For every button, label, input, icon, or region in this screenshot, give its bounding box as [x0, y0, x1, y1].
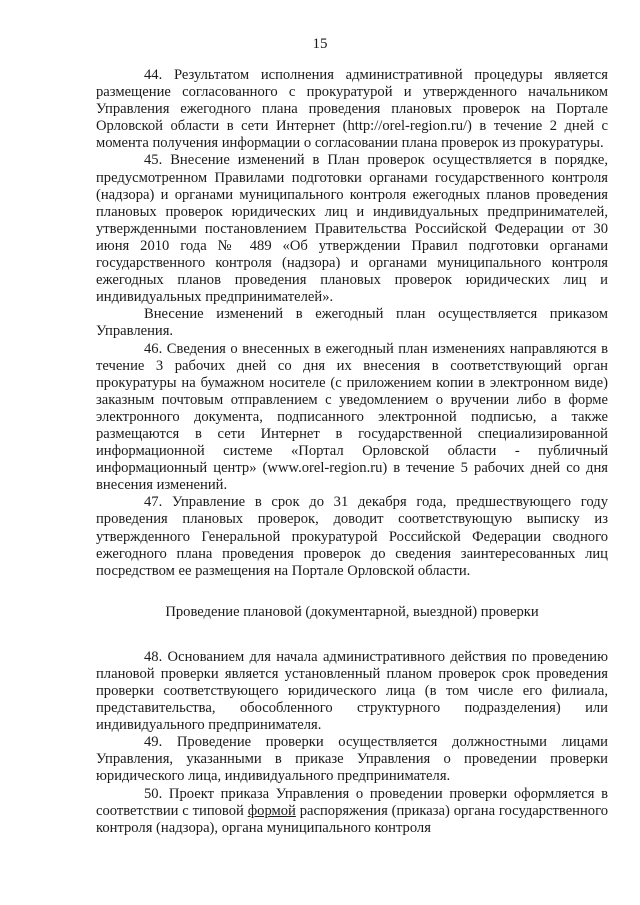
section-heading: Проведение плановой (документарной, выездной) проверки: [165, 603, 539, 620]
paragraph-45: 45. Внесение изменений в План проверок осуществляется в порядке, предусмотренном Правилами подготовки органами государственного контроля (надзора) и органами муниципального контроля ежегодных планов проведения плановых проверок юридических лиц и индивидуальных предпринимателей, утвержденными постановлением Правительства Российской Федерации от 30 июня 2010 года № 489 «Об утверждении Правил подготовки органами государственного контроля (надзора) и органами муниципального контроля ежегодных планов проведения плановых проверок юридических лиц и индивидуальных предпринимателей».: [96, 152, 608, 306]
paragraph-47: 47. Управление в срок до 31 декабря года, предшествующего году проведения плановых проверок, доводит соответствующую выписку из утвержденного Генеральной прокуратурой Российской Федерации сводного ежегодного плана проведения проверок до сведения заинтересованных лиц посредством ее размещения на Портале Орловской области.: [96, 494, 608, 579]
paragraph-49: 49. Проведение проверки осуществляется должностными лицами Управления, указанными в приказе Управления о проведении проверки юридического лица, индивидуального предпринимателя.: [96, 734, 608, 785]
paragraph-44: 44. Результатом исполнения административной процедуры является размещение согласованного с прокуратурой и утвержденного начальником Управления ежегодного плана проведения плановых проверок на Портале Орловской области в сети Интернет (http://orel-region.ru/) в течение 2 дней с момента получения информации о согласовании плана проверок из прокуратуры.: [96, 67, 608, 152]
paragraph-48: 48. Основанием для начала административного действия по проведению плановой проверки является установленный планом проверок срок проведения проверки соответствующего юридического лица (в том числе его филиала, представительства, обособленного структурного подразделения) или индивидуального предпринимателя.: [96, 648, 608, 734]
paragraph-45-amendment: Внесение изменений в ежегодный план осуществляется приказом Управления.: [96, 306, 608, 340]
paragraph-50-end: распоряжения (приказа) органа государственного контроля (надзора), органа муниципального контроля: [96, 802, 609, 836]
page-number: 15: [312, 36, 328, 52]
paragraph-50-start: 50. Проект приказа Управления о проведении проверки оформляется в соответствии с типовой: [96, 785, 608, 819]
paragraph-46: 46. Сведения о внесенных в ежегодный план изменениях направляются в течение 3 рабочих дней со дня их внесения в соответствующий орган прокуратуры на бумажном носителе (с приложением копии в электронном виде) заказным почтовым отправлением с уведомлением о вручении либо в форме электронного документа, подписанного электронной подписью, а также размещаются в сети Интернет в государственной специализированной информационной системе «Портал Орловской области - публичный информационный центр» (www.orel-region.ru) в течение 5 рабочих дней со дня внесения изменений.: [96, 340, 608, 494]
paragraph-50: [96, 786, 608, 837]
form-link[interactable]: формой: [247, 802, 296, 819]
document-body: [96, 67, 608, 837]
